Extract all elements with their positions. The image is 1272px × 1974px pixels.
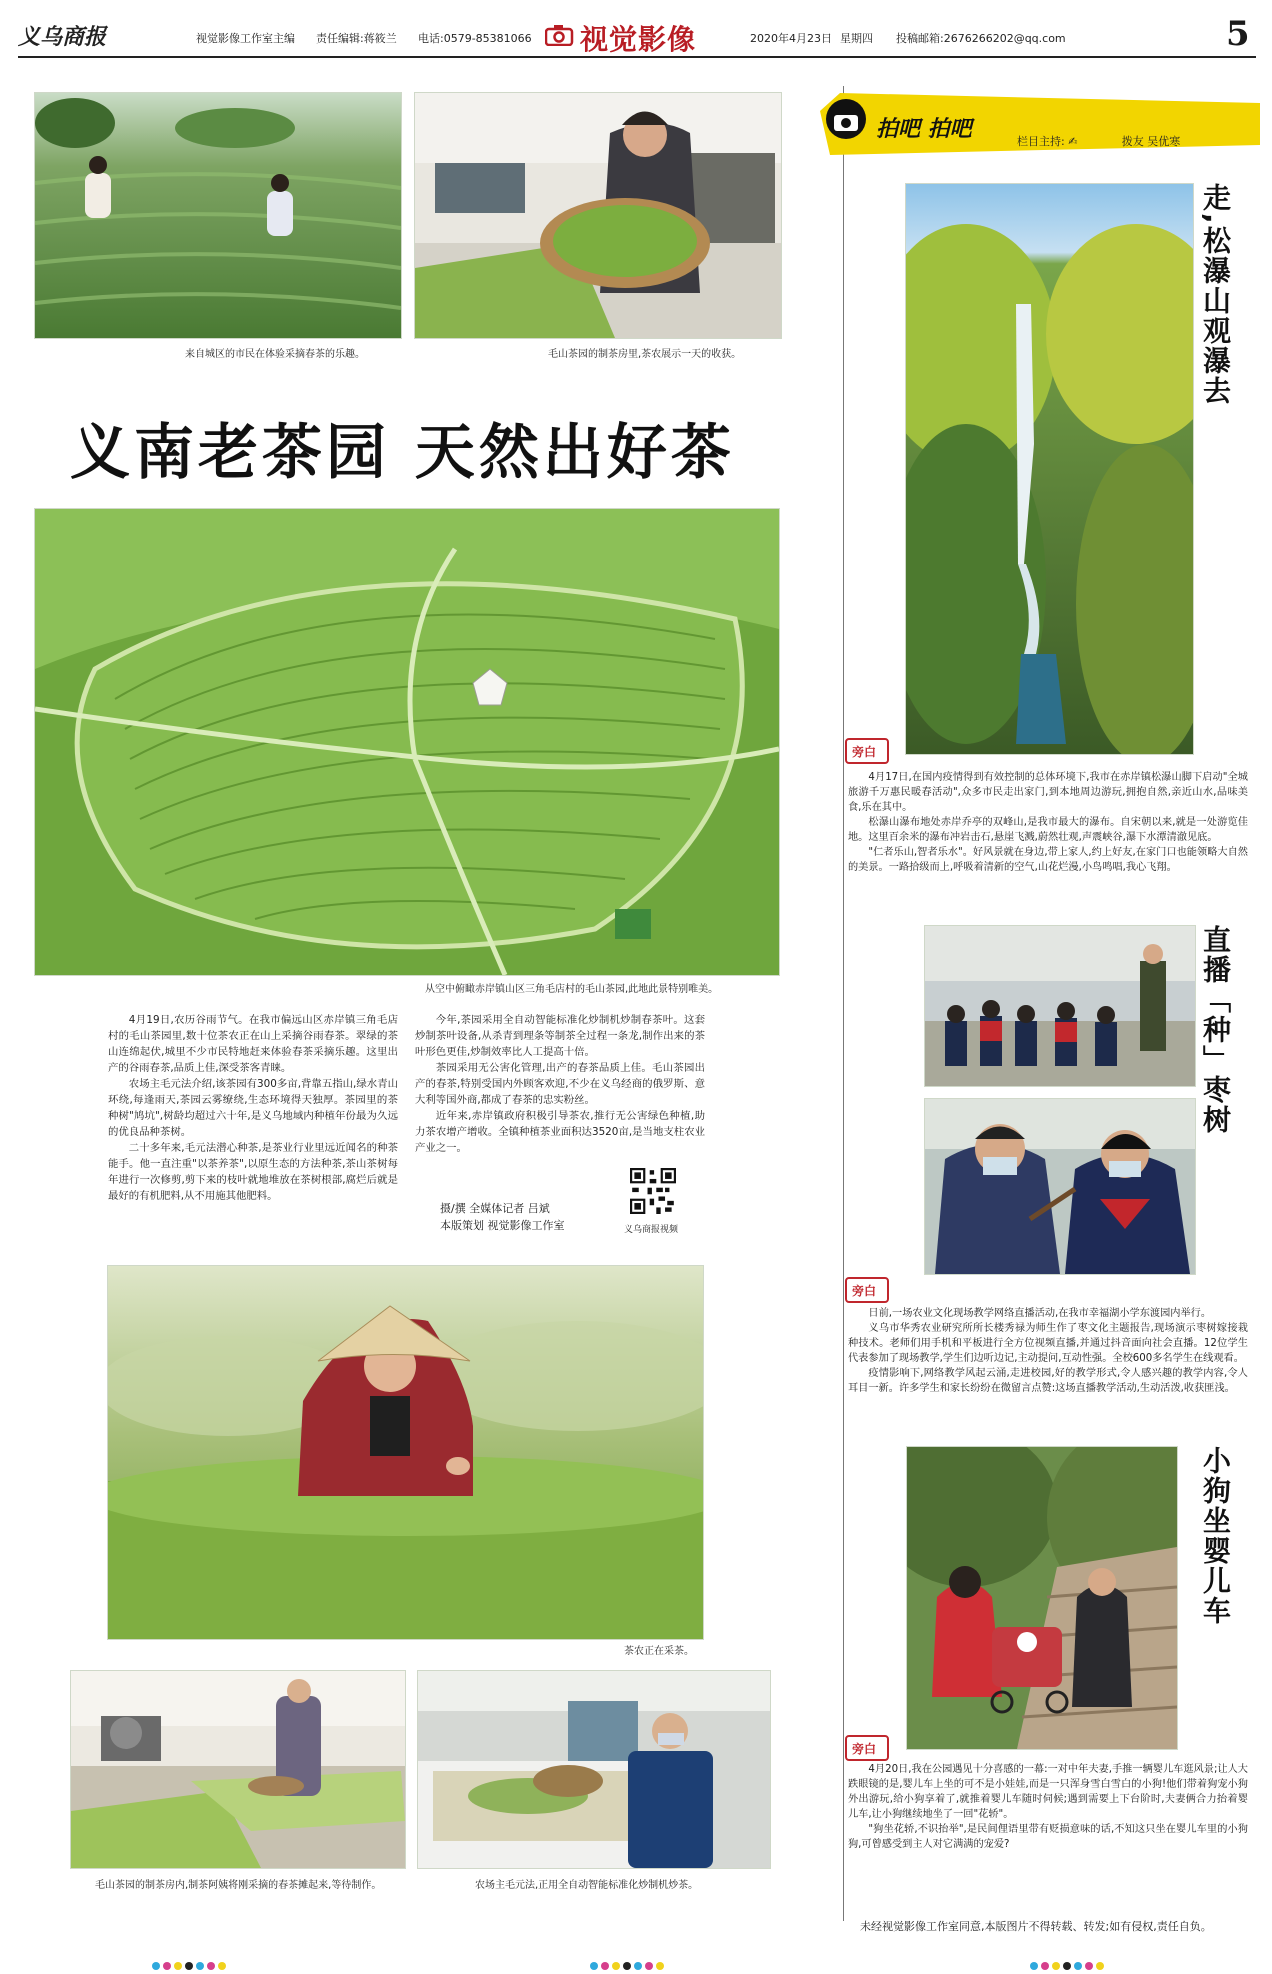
weekday: 星期四 [840,32,873,45]
article-column-1 [108,1012,398,1204]
photo-jujube-demo [924,1098,1196,1275]
story-paragraph: "仁者乐山,智者乐水"。好风景就在身边,带上家人,约上好友,在家门口也能领略大自然的美景。一路拾级而上,呼吸着清新的空气,山花烂漫,小鸟鸣唱,我心飞翔。 [848,847,1248,873]
duty-editor: 责任编辑:蒋筱兰 [316,32,397,45]
aside-stamp-label: 旁白 [852,745,877,759]
caption-picker: 茶农正在采茶。 [624,1646,694,1657]
camera-icon [545,24,575,46]
caption-photo1: 来自城区的市民在体验采摘春茶的乐趣。 [185,349,365,360]
story-paragraph: 疫情影响下,网络教学风起云涌,走进校园,好的教学形式,令人感兴趣的教学内容,令人耳目一新。许多学生和家长纷纷在微留言点赞:这场直播教学活动,生动活泼,收获匪浅。 [848,1368,1248,1394]
byline-planning: 本版策划 视觉影像工作室 [440,1219,565,1232]
issue-date: 2020年4月23日 [750,32,832,45]
story2-title: 直播「种」枣树 [1199,925,1232,1135]
story1-body [848,770,1248,875]
photo-machine-frying [417,1670,771,1869]
article-paragraph: 茶园采用无公害化管理,出产的春茶品质上佳。毛山茶园出产的春茶,特别受国内外顾客欢迎,不少在义乌经商的俄罗斯、意大利等国外商,都成了春茶的忠实粉丝。 [415,1062,705,1106]
story-paragraph: "狗坐花轿,不识抬举",是民间俚语里带有贬损意味的话,不知这只坐在婴儿车里的小狗狗,可曾感受到主人对它满满的宠爱? [848,1824,1248,1850]
page-number: 5 [1226,14,1250,54]
story-paragraph: 松瀑山瀑布地处赤岸乔亭的双峰山,是我市最大的瀑布。自宋朝以来,就是一处游览佳地。这里百余米的瀑布冲岩击石,悬崖飞溅,蔚然壮观,声震峡谷,瀑下水潭清澈见底。 [848,817,1248,843]
registration-dots [152,1955,229,1965]
article-paragraph: 二十多年来,毛元法潜心种茶,是茶业行业里远近闻名的种茶能手。他一直注重"以茶养茶",以原生态的方法种茶,茶山茶树每年进行一次修剪,剪下来的枝叶就地堆放在茶树根部,腐烂后就是最好的有机肥料,从不用施其他肥料。 [108,1142,398,1202]
photo-livestream-class [924,925,1196,1087]
qr-code[interactable] [630,1168,676,1214]
host-signature: ✍ [1068,135,1078,148]
masthead: 义乌商报 [18,24,107,50]
story-paragraph: 日前,一场农业文化现场教学网络直播活动,在我市幸福湖小学东渡园内举行。 [868,1308,1212,1319]
photo-aerial-tea-garden [34,508,780,976]
editor-line: 视觉影像工作室主编 [196,32,295,45]
photo-dog-stroller [906,1446,1178,1750]
column-title: 拍吧 拍吧 [870,112,978,143]
story-paragraph: 4月20日,我在公园遇见十分喜感的一幕:一对中年夫妻,手推一辆婴儿车逛风景;让人大跌眼镜的是,婴儿车上坐的可不是小娃娃,而是一只浑身雪白雪白的小狗!他们带着狗宠小狗外出游玩,给小狗享着了,就推着婴儿车随时伺候;遇到需要上下台阶时,夫妻俩合力抬着婴儿车,让小狗继续地坐了一回"花轿"。 [848,1764,1248,1820]
copyright-notice: 未经视觉影像工作室同意,本版图片不得转载、转发;如有侵权,责任自负。 [860,1920,1212,1933]
column-host-names: 拨友 吴优寒 [1121,135,1181,148]
caption-aerial: 从空中俯瞰赤岸镇山区三角毛店村的毛山茶园,此地此景特别唯美。 [425,984,719,995]
story1-title: 走,松瀑山观瀑去 [1199,183,1232,406]
photo-tea-picker [107,1265,704,1640]
column-divider [843,86,844,1921]
photo-spreading-tea [70,1670,406,1869]
story-paragraph: 义乌市华秀农业研究所所长楼秀禄为师生作了枣文化主题报告,现场演示枣树嫁接栽种技术。老师们用手机和平板进行全方位视频直播,并通过抖音面向社会直播。12位学生代表参加了现场教学,学生们边听边记,主动提问,互动性强。全校600多名学生在线观看。 [848,1323,1248,1364]
photo-waterfall [905,183,1194,755]
caption-spread: 毛山茶园的制茶房内,制茶阿姨将刚采摘的春茶摊起来,等待制作。 [95,1880,382,1891]
caption-photo2: 毛山茶园的制茶房里,茶农展示一天的收获。 [548,349,742,360]
article-column-2 [415,1012,705,1156]
registration-dots [1030,1955,1107,1965]
story-paragraph: 4月17日,在国内疫情得到有效控制的总体环境下,我市在赤岸镇松瀑山脚下启动"全城旅游千万惠民暖春活动",众多市民走出家门,到本地周边游玩,拥抱自然,亲近山水,品味美食,乐在其中。 [848,772,1248,813]
caption-machine: 农场主毛元法,正用全自动智能标准化炒制机炒茶。 [475,1880,699,1891]
article-paragraph: 4月19日,农历谷雨节气。在我市偏远山区赤岸镇三角毛店村的毛山茶园里,数十位茶农正在山上采摘谷雨春茶。翠绿的茶山连绵起伏,城里不少市民特地赶来体验春茶采摘乐趣。这里出产的谷雨春茶,品质上佳,深受茶客青睐。 [108,1014,398,1074]
photo-tea-picking-visitors [34,92,402,339]
qr-label: 义乌商报视频 [624,1225,679,1235]
story3-title: 小狗坐婴儿车 [1199,1446,1232,1626]
section-title: 视觉影像 [580,23,697,56]
story2-body [848,1306,1248,1396]
article-paragraph: 近年来,赤岸镇政府积极引导茶农,推行无公害绿色种植,助力茶农增产增收。全镇种植茶业面积达3520亩,是当地支柱农业产业之一。 [415,1110,705,1154]
article-paragraph: 农场主毛元法介绍,该茶园有300多亩,背靠五指山,绿水青山环绕,每逢雨天,茶园云雾缭绕,生态环境得天独厚。茶园里的茶种树"鸠坑",树龄均超过六十年,是义乌地域内种植年份最为久远的优良品种茶树。 [108,1078,398,1138]
byline [440,1200,565,1234]
photo-tea-farmer-basket [414,92,782,339]
registration-dots [590,1955,667,1965]
header-rule [18,56,1256,58]
byline-reporter: 摄/撰 全媒体记者 吕斌 [440,1202,550,1215]
aside-stamp-label: 旁白 [852,1284,877,1298]
story3-body [848,1762,1248,1852]
article-paragraph: 今年,茶园采用全自动智能标准化炒制机炒制春茶叶。这套炒制茶叶设备,从杀青到理条等制茶全过程一条龙,制作出来的茶叶形色更佳,炒制效率比人工提高十倍。 [415,1014,705,1058]
column-host [1017,133,1180,149]
column-host-label: 栏目主持: [1017,135,1065,148]
headline: 义南老茶园 天然出好茶 [70,418,735,488]
aside-stamp-label: 旁白 [852,1742,877,1756]
phone: 电话:0579-85381066 [418,32,532,45]
contribution-email: 投稿邮箱:2676266202@qq.com [896,32,1066,45]
